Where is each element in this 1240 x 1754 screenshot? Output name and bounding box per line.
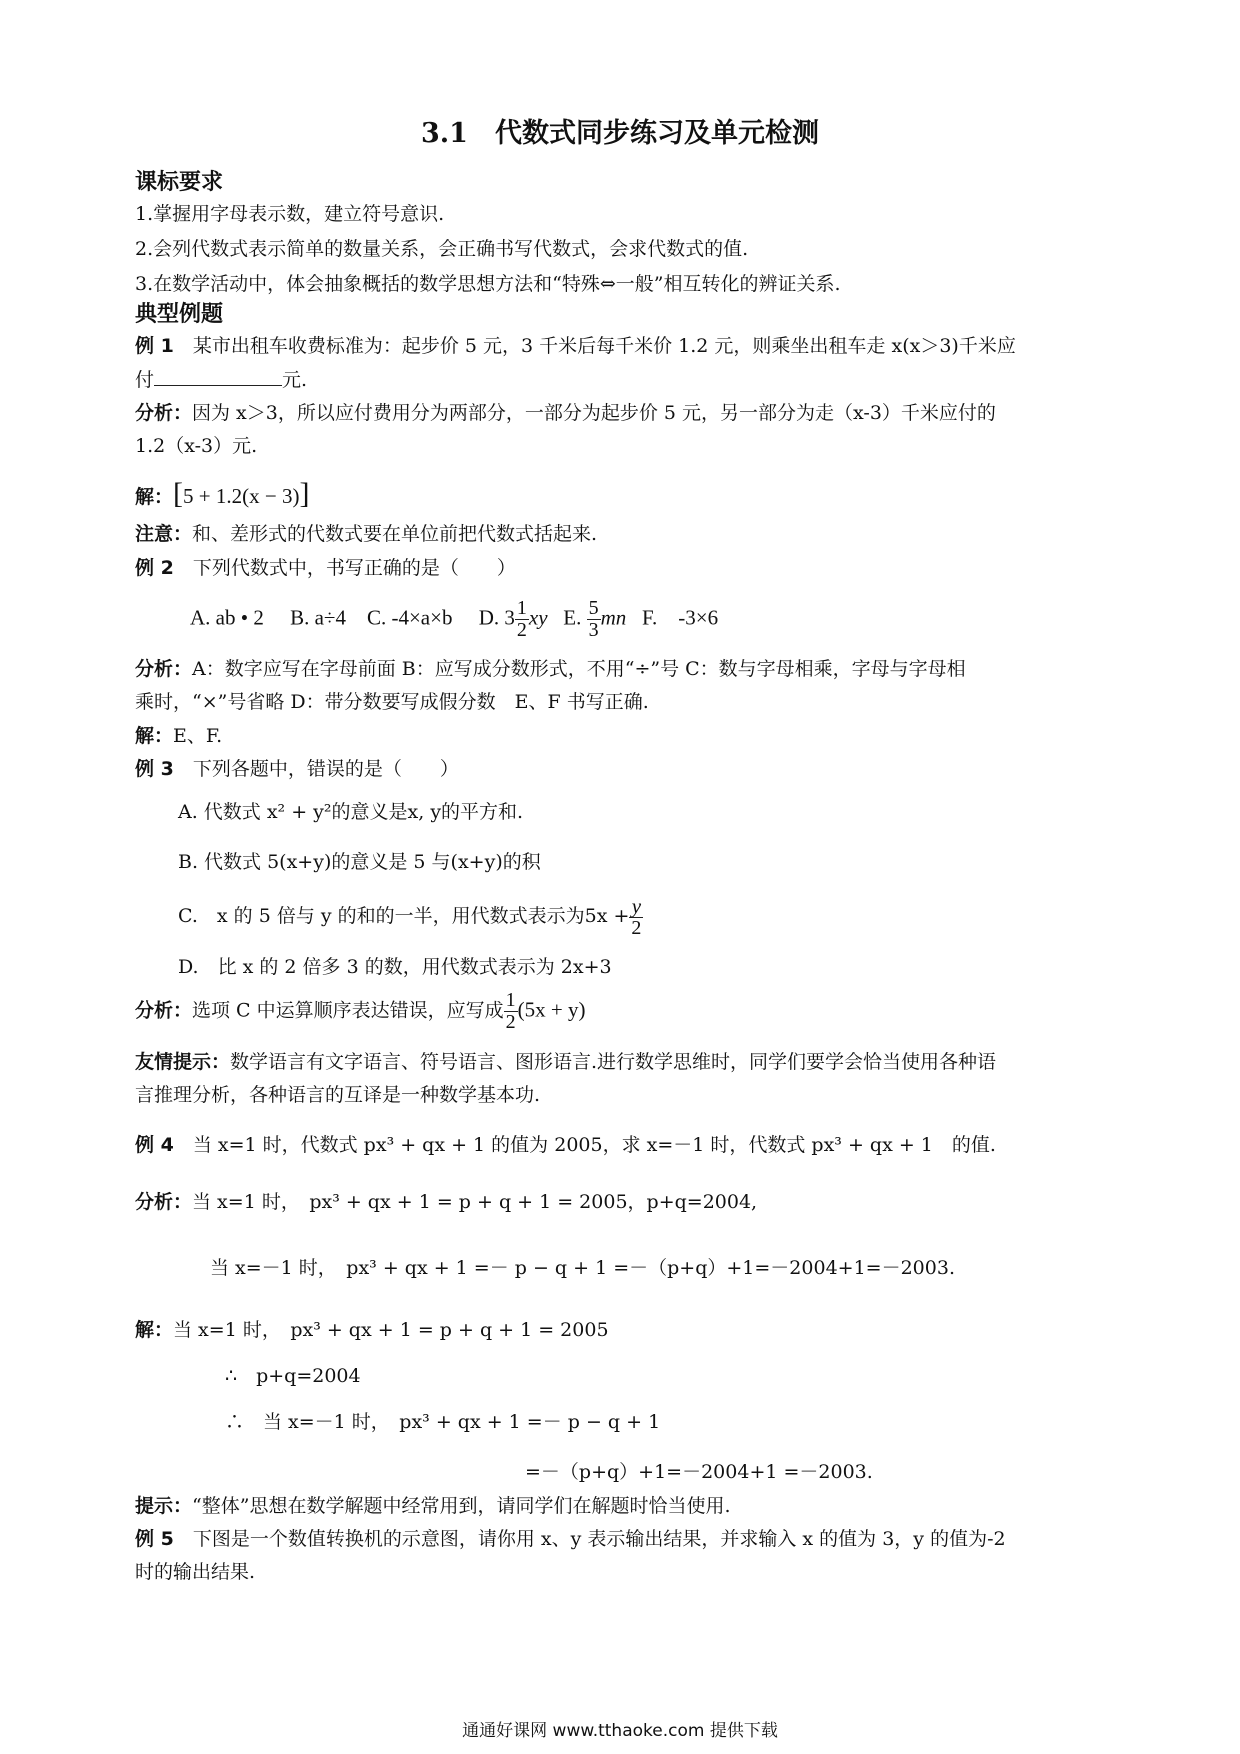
solution-4 bbox=[135, 1318, 609, 1344]
solution-4-line4: =－（p+q）+1=－2004+1 =－2003. bbox=[525, 1461, 873, 1483]
tip-text: 数学语言有文字语言、符号语言、图形语言.进行数学思维时，同学们要学会恰当使用各种语 bbox=[230, 1051, 997, 1073]
example-text: 元. bbox=[282, 369, 308, 391]
numerator: 1 bbox=[505, 989, 516, 1011]
example-label: 例 5 bbox=[135, 1528, 174, 1550]
friendly-tip bbox=[135, 1050, 996, 1076]
analysis-label: 分析： bbox=[135, 999, 193, 1022]
analysis-label: 分析： bbox=[135, 402, 193, 424]
option-e-tail: mn bbox=[600, 605, 627, 630]
note-label: 注意： bbox=[135, 523, 193, 545]
denominator: 3 bbox=[588, 619, 599, 641]
solution-label: 解： bbox=[135, 725, 174, 747]
friendly-tip-line2: 言推理分析，各种语言的互译是一种数学基本功. bbox=[135, 1084, 541, 1106]
requirement-3: 3.在数学活动中，体会抽象概括的数学思想方法和“特殊⇔一般”相互转化的辨证关系. bbox=[135, 273, 841, 295]
solution-text: 当 x=1 时， px³ + qx + 1 = p + q + 1 = 2005 bbox=[173, 1319, 609, 1341]
example-1-line2 bbox=[135, 367, 307, 394]
requirement-1: 1.掌握用字母表示数，建立符号意识. bbox=[135, 203, 445, 225]
analysis-4-line2: 当 x=－1 时， px³ + qx + 1 =－ p − q + 1 =－（p+q）+1=－2004+1=－2003. bbox=[210, 1257, 955, 1279]
solution-label: 解： bbox=[135, 1319, 174, 1341]
example-5-line2: 时的输出结果. bbox=[135, 1561, 256, 1583]
hint bbox=[135, 1494, 730, 1520]
bracket-right: ] bbox=[299, 477, 310, 510]
analysis-4 bbox=[135, 1190, 757, 1216]
analysis-3 bbox=[135, 990, 585, 1033]
example-1 bbox=[135, 334, 1016, 360]
analysis-label: 分析： bbox=[135, 658, 193, 680]
fraction bbox=[587, 598, 601, 641]
example-2 bbox=[135, 556, 516, 582]
option-a: A. 代数式 x² + y²的意义是x, y的平方和. bbox=[178, 801, 524, 823]
example-text: 下列各题中，错误的是（ ） bbox=[173, 758, 459, 780]
analysis-2 bbox=[135, 657, 966, 683]
example-3 bbox=[135, 757, 459, 783]
analysis-label: 分析： bbox=[135, 1191, 193, 1213]
example-4 bbox=[135, 1133, 996, 1159]
denominator: 2 bbox=[505, 1011, 516, 1033]
note bbox=[135, 522, 597, 548]
solution-text: E、F. bbox=[173, 725, 223, 747]
example-text: 下图是一个数值转换机的示意图，请你用 x、y 表示输出结果，并求输入 x 的值为 3，y 的值为-2 bbox=[173, 1528, 1006, 1550]
hint-label: 提示： bbox=[135, 1495, 193, 1517]
page-title: 3.1 代数式同步练习及单元检测 bbox=[421, 118, 819, 149]
option-e-label: E. bbox=[563, 605, 582, 630]
option-d-tail: xy bbox=[528, 605, 548, 630]
fraction bbox=[629, 895, 643, 939]
solution-4-line2: ∴ p+q=2004 bbox=[225, 1365, 361, 1387]
example-label: 例 3 bbox=[135, 758, 174, 780]
solution-1 bbox=[135, 474, 309, 515]
page-footer: 通通好课网 www.tthaoke.com 提供下载 bbox=[462, 1721, 778, 1741]
numerator: y bbox=[629, 895, 643, 918]
analysis-2-line2: 乘时，“×”号省略 D：带分数要写成假分数 E、F 书写正确. bbox=[135, 691, 649, 713]
denominator: 2 bbox=[516, 619, 527, 641]
option-f: F. -3×6 bbox=[642, 605, 719, 630]
option-c bbox=[178, 895, 643, 939]
analysis-text: 选项 C 中运算顺序表达错误，应写成 bbox=[192, 999, 504, 1022]
analysis-text: 当 x=1 时， px³ + qx + 1 = p + q + 1 = 2005，p+q=2004, bbox=[192, 1191, 758, 1213]
analysis-1 bbox=[135, 401, 996, 427]
option-c-text: C. x 的 5 倍与 y 的和的一半，用代数式表示为5x + bbox=[178, 905, 630, 928]
section-heading-standards: 课标要求 bbox=[135, 170, 224, 195]
note-text: 和、差形式的代数式要在单位前把代数式括起来. bbox=[192, 523, 598, 545]
fraction bbox=[515, 598, 529, 641]
denominator: 2 bbox=[631, 917, 642, 940]
options-text: A. ab • 2 B. a÷4 C. -4×a×b D. 3 bbox=[190, 605, 515, 630]
analysis-expression: (5x + y) bbox=[517, 997, 586, 1022]
numerator: 1 bbox=[516, 597, 527, 619]
example-2-options bbox=[190, 598, 718, 641]
option-b: B. 代数式 5(x+y)的意义是 5 与(x+y)的积 bbox=[178, 851, 541, 873]
analysis-text: 因为 x＞3，所以应付费用分为两部分，一部分为起步价 5 元，另一部分为走（x-3）千米应付的 bbox=[192, 402, 996, 424]
example-label: 例 2 bbox=[135, 557, 174, 579]
option-d: D. 比 x 的 2 倍多 3 的数，用代数式表示为 2x+3 bbox=[178, 956, 612, 978]
example-text: 当 x=1 时，代数式 px³ + qx + 1 的值为 2005，求 x=－1 时，代数式 px³ + qx + 1 的值. bbox=[173, 1134, 996, 1156]
requirement-2: 2.会列代数式表示简单的数量关系，会正确书写代数式，会求代数式的值. bbox=[135, 238, 749, 260]
example-text: 某市出租车收费标准为：起步价 5 元，3 千米后每千米价 1.2 元，则乘坐出租车走 x(x＞3)千米应 bbox=[173, 335, 1016, 357]
example-text: 付 bbox=[135, 369, 155, 391]
example-5 bbox=[135, 1527, 1006, 1553]
solution-expression: 5 + 1.2(x − 3) bbox=[183, 484, 300, 508]
solution-2 bbox=[135, 724, 222, 750]
example-label: 例 4 bbox=[135, 1134, 174, 1156]
numerator: 5 bbox=[588, 597, 599, 619]
solution-label: 解： bbox=[135, 486, 174, 508]
analysis-text: A：数字应写在字母前面 B：应写成分数形式，不用“÷”号 C：数与字母相乘，字母与字母相 bbox=[192, 658, 966, 680]
solution-4-line3: ∴ 当 x=－1 时， px³ + qx + 1 =－ p − q + 1 bbox=[225, 1411, 661, 1433]
example-label: 例 1 bbox=[135, 335, 174, 357]
section-heading-examples: 典型例题 bbox=[135, 302, 224, 327]
example-text: 下列代数式中，书写正确的是（ ） bbox=[173, 557, 516, 579]
bracket-left: [ bbox=[173, 477, 184, 510]
hint-text: “整体”思想在数学解题中经常用到，请同学们在解题时恰当使用. bbox=[192, 1495, 731, 1517]
answer-blank bbox=[154, 367, 282, 386]
fraction bbox=[504, 990, 518, 1033]
tip-label: 友情提示： bbox=[135, 1051, 231, 1073]
analysis-1-line2: 1.2（x-3）元. bbox=[135, 435, 258, 457]
